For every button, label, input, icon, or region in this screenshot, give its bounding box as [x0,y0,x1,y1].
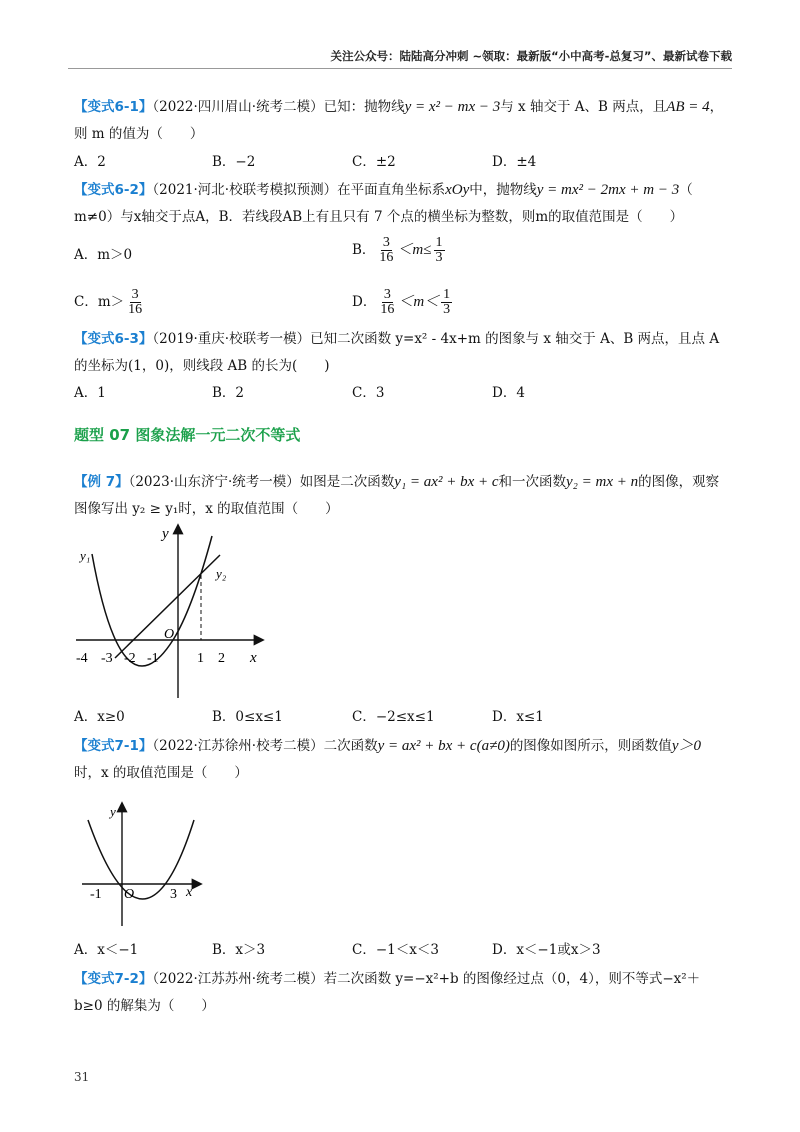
v61-text-b: 与 x 轴交于 A、B 两点，且 [500,99,667,115]
v61-cond: AB = 4 [666,99,710,115]
v63-line1 [74,329,719,349]
v62-option-b[interactable] [352,236,447,265]
ex7-graph [70,520,270,700]
parabola-y1 [92,536,212,666]
frac-den: 3 [443,302,451,317]
ex7-text-a: 如图是二次函数 [299,474,395,490]
section-title: 题型 07 图象法解一元二次不等式 [74,426,301,444]
v61-line2: 则 m 的值为（ ） [74,126,204,142]
v61-source: （2022·四川眉山·统考二模） [152,99,324,115]
frac-den: 16 [128,302,143,317]
v71-option-a[interactable]: A．x＜−1 [74,942,139,958]
frac-den: 3 [435,250,443,265]
v62-option-c-label: C．m＞ [74,294,125,310]
ex7-line1 [74,472,719,492]
v71-formula: y = ax² + bx + c(a≠0) [377,738,510,754]
v72-source: （2022·江苏苏州·统考二模） [152,971,324,987]
graph-x-label: x [186,885,193,900]
v71-option-c[interactable]: C．−1＜x＜3 [352,942,439,958]
ex7-text-c: 的图像，观察 [638,474,720,490]
v62-option-c-frac [126,288,144,317]
v61-option-d[interactable]: D．±4 [492,154,537,170]
ex7-formula1: y₁ = ax² + bx + c [394,474,499,490]
frac-den: 16 [379,250,394,265]
v63-tag: 【变式6-3】 [74,331,153,347]
v62-tag: 【变式6-2】 [74,182,153,198]
frac-num: 3 [382,235,390,250]
v62-option-c[interactable] [74,288,146,317]
tick-neg4: -4 [76,651,88,666]
v62-option-b-frac2 [434,236,445,265]
tick-2: 2 [218,651,225,666]
tick-neg1: -1 [147,651,159,666]
v62-option-d-mid: ＜m＜ [398,294,440,310]
ex7-option-d[interactable]: D．x≤1 [492,709,544,725]
v62-option-a[interactable]: A．m＞0 [74,247,133,263]
v63-option-d[interactable]: D．4 [492,385,525,401]
graph-y-label: y [162,526,169,542]
v62-text-c: （ [679,182,693,198]
page-header: 关注公众号：陆陆高分冲刺 ~领取：最新版“小中高考-总复习”、最新试卷下载 [330,49,732,63]
v72-line2: b≥0 的解集为（ ） [74,998,215,1014]
line-y2 [115,555,220,658]
v62-text-a: 在平面直角坐标系 [337,182,446,198]
v62-formula: y = mx² − 2mx + m − 3 [536,182,680,198]
parabola [88,820,194,899]
v61-formula: y = x² − mx − 3 [404,99,501,115]
v63-option-a[interactable]: A．1 [74,385,106,401]
v63-line2: 的坐标为(1，0)，则线段 AB 的长为( ) [74,358,330,374]
v62-text-b: 中，抛物线 [469,182,537,198]
tick-neg2: -2 [124,651,136,666]
frac-num: 3 [131,287,139,302]
v63-text-a: 已知二次函数 y=x² - 4x+m 的图象与 x 轴交于 A、B 两点，且点 A [310,331,720,347]
v72-tag: 【变式7-2】 [74,971,153,987]
v71-text-a: 二次函数 [323,738,378,754]
tick-neg1: -1 [90,887,102,902]
v62-option-d-frac2 [441,288,452,317]
v71-source: （2022·江苏徐州·校考二模） [152,738,324,754]
graph-y1-label: y₁ [80,548,91,563]
frac-den: 16 [380,302,395,317]
v71-graph [78,798,208,930]
v62-source: （2021·河北·校联考模拟预测） [152,182,338,198]
v71-option-b[interactable]: B．x＞3 [212,942,266,958]
v71-line1 [74,736,701,756]
frac-num: 3 [383,287,391,302]
v63-option-b[interactable]: B．2 [212,385,245,401]
v62-line2: m≠0）与x轴交于点A，B．若线段AB上有且只有 7 个点的横坐标为整数，则m的取值范围是（ ） [74,209,684,225]
tick-1: 1 [197,651,204,666]
v72-line1 [74,969,700,989]
tick-neg3: -3 [101,651,113,666]
v62-option-d[interactable] [352,288,454,317]
frac-num: 1 [435,235,443,250]
v61-text-c: ， [709,99,724,115]
v71-tag: 【变式7-1】 [74,738,153,754]
graph-x-label: x [250,650,257,666]
page-number: 31 [74,1070,90,1084]
v61-option-a[interactable]: A．2 [74,154,106,170]
v62-option-d-label: D． [352,294,377,310]
header-rule [68,68,732,69]
ex7-option-b[interactable]: B．0≤x≤1 [212,709,283,725]
v63-option-c[interactable]: C．3 [352,385,385,401]
v71-option-d[interactable]: D．x＜−1或x＞3 [492,942,601,958]
frac-num: 1 [443,287,451,302]
v71-line2: 时，x 的取值范围是（ ） [74,765,248,781]
ex7-tag: 【例 7】 [74,474,129,490]
ex7-text-b: 和一次函数 [498,474,567,490]
v61-option-c[interactable]: C．±2 [352,154,396,170]
ex7-option-c[interactable]: C．−2≤x≤1 [352,709,435,725]
v62-option-b-label: B． [352,242,376,258]
graph-origin-label: O [164,627,175,642]
v61-text-a: 已知：抛物线 [323,99,405,115]
v62-option-d-frac1 [378,288,396,317]
v61-tag: 【变式6-1】 [74,99,153,115]
ex7-line2: 图像写出 y₂ ≥ y₁时，x 的取值范围（ ） [74,501,339,517]
v61-line1 [74,97,723,117]
v71-cond: y＞0 [671,738,701,754]
v72-text-a: 若二次函数 y=−x²+b 的图像经过点（0，4），则不等式−x²＋ [323,971,701,987]
v63-source: （2019·重庆·校联考一模） [152,331,311,347]
ex7-option-a[interactable]: A．x≥0 [74,709,125,725]
v71-text-b: 的图像如图所示，则函数值 [509,738,672,754]
v62-line1 [74,180,693,200]
ex7-source: （2023·山东济宁·统考一模） [128,474,300,490]
ex7-formula2: y₂ = mx + n [566,474,639,490]
v61-option-b[interactable]: B．−2 [212,154,256,170]
graph-y2-label: y₂ [216,566,227,581]
graph-y-label: y [110,804,116,819]
graph-origin-label: O [124,887,135,902]
tick-3: 3 [170,887,177,902]
v62-option-b-mid: ＜m≤ [397,242,432,258]
v62-xoy: xOy [445,182,470,198]
v62-option-b-frac1 [377,236,395,265]
